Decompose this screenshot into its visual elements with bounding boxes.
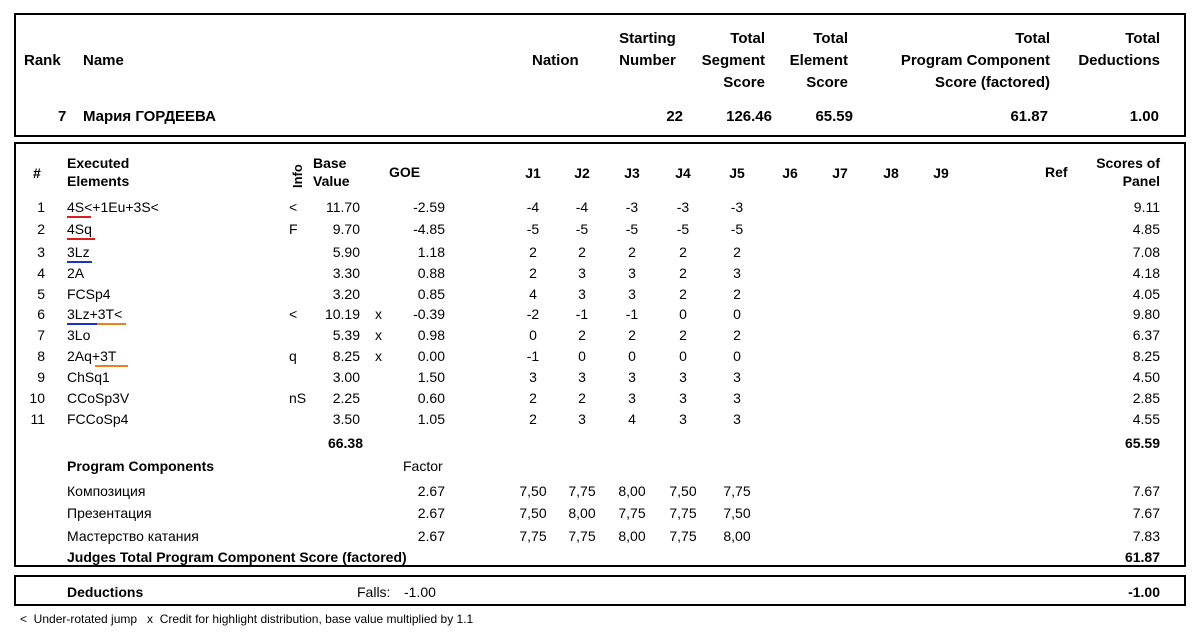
element-judge-score: 3 — [628, 265, 636, 281]
component-panel-score: 7.67 — [1132, 505, 1160, 521]
executed-elements-header: Executed — [67, 155, 130, 171]
total-element-score-header: Score — [806, 74, 848, 91]
deductions-label: Deductions — [67, 584, 144, 600]
element-judge-score: 2 — [529, 265, 537, 281]
element-judge-score: -5 — [730, 221, 744, 237]
element-number: 3 — [37, 244, 45, 260]
component-judge-score: 7,75 — [669, 528, 697, 544]
component-panel-score: 7.83 — [1132, 528, 1160, 544]
element-goe: -2.59 — [413, 199, 445, 215]
element-judge-score: -5 — [526, 221, 540, 237]
component-name: Мастерство катания — [67, 528, 199, 544]
component-judge-score: 7,75 — [519, 528, 547, 544]
element-info: < — [289, 199, 298, 215]
judge-header-5: J5 — [729, 165, 745, 181]
element-judge-score: 0 — [578, 348, 586, 364]
element-judge-score: 2 — [679, 286, 687, 302]
element-code: 2Aq+3T — [67, 348, 117, 364]
element-panel-score: 8.25 — [1132, 348, 1160, 364]
element-goe: -4.85 — [413, 221, 445, 237]
element-judge-score: 3 — [679, 411, 687, 427]
info-header: Info — [290, 164, 305, 188]
total-segment-score: 126.46 — [726, 108, 772, 125]
panel-score-header: Panel — [1122, 173, 1160, 189]
executed-elements-header: Elements — [67, 173, 130, 189]
element-base-value: 9.70 — [332, 221, 360, 237]
element-judge-score: 2 — [578, 390, 586, 406]
element-judge-score: -3 — [676, 199, 690, 215]
element-base-value: 3.50 — [332, 411, 360, 427]
element-judge-score: 2 — [733, 244, 741, 260]
element-number: 10 — [29, 390, 45, 406]
element-judge-score: 3 — [679, 390, 687, 406]
component-judge-score: 7,50 — [723, 505, 751, 521]
element-base-value: 2.25 — [332, 390, 360, 406]
element-judge-score: 2 — [529, 244, 537, 260]
falls-label: Falls: — [357, 584, 391, 600]
judge-header-9: J9 — [933, 165, 949, 181]
element-bonus-mark: x — [375, 348, 382, 364]
pcs-total-label: Judges Total Program Component Score (factored) — [67, 549, 407, 565]
element-judge-score: -1 — [526, 348, 540, 364]
starting-number: 22 — [666, 108, 683, 125]
falls-value: -1.00 — [404, 584, 436, 600]
element-judge-score: 0 — [733, 348, 741, 364]
component-judge-score: 8,00 — [723, 528, 751, 544]
element-info: < — [289, 306, 298, 322]
element-judge-score: 2 — [529, 411, 537, 427]
element-code: FCSp4 — [67, 286, 111, 302]
element-code: 2A — [67, 265, 85, 281]
component-name: Композиция — [67, 483, 146, 499]
element-judge-score: 4 — [628, 411, 636, 427]
component-judge-score: 8,00 — [618, 483, 646, 499]
element-base-value: 3.30 — [332, 265, 360, 281]
element-judge-score: 2 — [733, 327, 741, 343]
program-components-title: Program Components — [67, 458, 215, 474]
element-base-value: 3.20 — [332, 286, 360, 302]
total-pcs-header: Score (factored) — [934, 74, 1050, 91]
element-highlight-underline — [67, 323, 97, 325]
total-element-score-header: Element — [789, 52, 848, 69]
element-judge-score: 2 — [578, 327, 586, 343]
element-base-value: 3.00 — [332, 369, 360, 385]
component-judge-score: 8,00 — [568, 505, 596, 521]
element-judge-score: -4 — [526, 199, 540, 215]
total-element-score-header: Total — [813, 30, 848, 47]
element-panel-score: 4.55 — [1132, 411, 1160, 427]
element-code: ChSq1 — [67, 369, 110, 385]
element-code: 3Lo — [67, 327, 91, 343]
element-judge-score: -4 — [575, 199, 589, 215]
element-highlight-underline — [97, 323, 126, 325]
judge-header-7: J7 — [832, 165, 848, 181]
element-goe: 1.18 — [417, 244, 445, 260]
component-judge-score: 7,50 — [519, 483, 547, 499]
element-judge-score: 3 — [628, 369, 636, 385]
nation-header: Nation — [532, 52, 579, 69]
element-code: 4S<+1Eu+3S< — [67, 199, 159, 215]
panel-elements-total: 65.59 — [1124, 435, 1160, 451]
element-number: 7 — [37, 327, 45, 343]
component-judge-score: 7,75 — [669, 505, 697, 521]
element-judge-score: 2 — [733, 286, 741, 302]
element-base-value: 5.90 — [332, 244, 360, 260]
element-highlight-underline — [67, 261, 92, 263]
total-element-score: 65.59 — [815, 108, 853, 125]
element-highlight-underline — [67, 216, 91, 218]
judge-header-3: J3 — [624, 165, 640, 181]
total-segment-score-header: Segment — [701, 52, 765, 69]
element-goe: 0.60 — [417, 390, 445, 406]
element-number: 1 — [37, 199, 45, 215]
total-segment-score-header: Total — [730, 30, 765, 47]
element-code: 3Lz — [67, 244, 90, 260]
component-panel-score: 7.67 — [1132, 483, 1160, 499]
deductions-total: -1.00 — [1128, 584, 1160, 600]
ref-header: Ref — [1045, 164, 1068, 180]
element-number: 2 — [37, 221, 45, 237]
component-factor: 2.67 — [417, 528, 445, 544]
element-judge-score: 2 — [679, 327, 687, 343]
element-goe: -0.39 — [413, 306, 445, 322]
element-code: 4Sq — [67, 221, 92, 237]
element-number: 4 — [37, 265, 45, 281]
element-number: 6 — [37, 306, 45, 322]
starting-number-header: Number — [619, 52, 676, 69]
skater-rank: 7 — [58, 108, 67, 125]
total-deductions-header: Deductions — [1078, 52, 1160, 69]
component-judge-score: 7,75 — [568, 528, 596, 544]
judge-header-6: J6 — [782, 165, 798, 181]
element-judge-score: -5 — [676, 221, 690, 237]
element-goe: 0.98 — [417, 327, 445, 343]
total-segment-score-header: Score — [723, 74, 765, 91]
pcs-total: 61.87 — [1124, 549, 1160, 565]
element-judge-score: -5 — [575, 221, 589, 237]
element-judge-score: 3 — [578, 411, 586, 427]
element-judge-score: 3 — [628, 390, 636, 406]
element-info: q — [289, 348, 297, 364]
total-pcs: 61.87 — [1010, 108, 1048, 125]
element-judge-score: 3 — [733, 369, 741, 385]
element-judge-score: -1 — [575, 306, 589, 322]
element-code: 3Lz+3T< — [67, 306, 123, 322]
judge-header-8: J8 — [883, 165, 899, 181]
element-bonus-mark: x — [375, 327, 382, 343]
element-number: 8 — [37, 348, 45, 364]
element-judge-score: 2 — [628, 327, 636, 343]
element-panel-score: 4.85 — [1132, 221, 1160, 237]
component-factor: 2.67 — [417, 483, 445, 499]
element-number-header: # — [33, 165, 41, 181]
element-judge-score: 3 — [578, 286, 586, 302]
element-judge-score: 0 — [628, 348, 636, 364]
element-judge-score: 3 — [679, 369, 687, 385]
footnote: < Under-rotated jump x Credit for highlight distribution, base value multiplied by 1.1 — [20, 612, 474, 626]
element-judge-score: 2 — [578, 244, 586, 260]
element-judge-score: 4 — [529, 286, 537, 302]
element-judge-score: 2 — [679, 265, 687, 281]
element-judge-score: 0 — [679, 348, 687, 364]
element-info: F — [289, 221, 298, 237]
total-pcs-header: Program Component — [900, 52, 1050, 69]
element-judge-score: 3 — [733, 390, 741, 406]
element-judge-score: 0 — [679, 306, 687, 322]
element-panel-score: 9.11 — [1133, 199, 1160, 215]
element-panel-score: 9.80 — [1132, 306, 1160, 322]
element-base-value: 11.70 — [326, 199, 360, 215]
goe-header: GOE — [389, 164, 421, 180]
element-base-value: 8.25 — [332, 348, 360, 364]
element-goe: 0.88 — [417, 265, 445, 281]
base-value-total: 66.38 — [327, 435, 363, 451]
total-deductions-header: Total — [1125, 30, 1160, 47]
component-judge-score: 7,75 — [618, 505, 646, 521]
judge-header-1: J1 — [525, 165, 541, 181]
element-goe: 0.85 — [417, 286, 445, 302]
element-goe: 1.05 — [417, 411, 445, 427]
total-deductions: 1.00 — [1129, 108, 1159, 125]
element-judge-score: -1 — [625, 306, 639, 322]
deductions-box — [14, 575, 1186, 606]
element-number: 5 — [37, 286, 45, 302]
element-judge-score: -5 — [625, 221, 639, 237]
element-panel-score: 4.18 — [1132, 265, 1160, 281]
element-highlight-underline — [95, 365, 128, 367]
element-judge-score: 3 — [733, 265, 741, 281]
element-judge-score: 2 — [529, 390, 537, 406]
element-panel-score: 7.08 — [1132, 244, 1160, 260]
element-judge-score: 2 — [679, 244, 687, 260]
starting-number-header: Starting — [619, 30, 676, 47]
name-header: Name — [83, 52, 124, 69]
component-judge-score: 7,75 — [568, 483, 596, 499]
element-base-value: 5.39 — [332, 327, 360, 343]
element-bonus-mark: x — [375, 306, 382, 322]
element-panel-score: 4.05 — [1132, 286, 1160, 302]
element-judge-score: 3 — [529, 369, 537, 385]
element-judge-score: -2 — [526, 306, 540, 322]
factor-header: Factor — [403, 458, 443, 474]
component-judge-score: 7,75 — [723, 483, 751, 499]
skater-name: Мария ГОРДЕЕВА — [83, 108, 216, 125]
judge-header-2: J2 — [574, 165, 590, 181]
element-number: 11 — [30, 411, 45, 427]
element-goe: 0.00 — [417, 348, 445, 364]
rank-header: Rank — [24, 52, 61, 69]
base-value-header: Value — [313, 173, 350, 189]
panel-score-header: Scores of — [1096, 155, 1160, 171]
element-panel-score: 6.37 — [1132, 327, 1160, 343]
element-judge-score: 3 — [733, 411, 741, 427]
element-judge-score: -3 — [625, 199, 639, 215]
component-factor: 2.67 — [417, 505, 445, 521]
element-judge-score: 2 — [628, 244, 636, 260]
element-base-value: 10.19 — [324, 306, 360, 322]
component-judge-score: 7,50 — [519, 505, 547, 521]
element-judge-score: 0 — [733, 306, 741, 322]
element-judge-score: -3 — [730, 199, 744, 215]
element-panel-score: 2.85 — [1132, 390, 1160, 406]
component-judge-score: 7,50 — [669, 483, 697, 499]
element-code: FCCoSp4 — [67, 411, 129, 427]
element-panel-score: 4.50 — [1132, 369, 1160, 385]
component-name: Презентация — [67, 505, 152, 521]
element-judge-score: 3 — [578, 369, 586, 385]
element-info: nS — [289, 390, 307, 406]
element-highlight-underline — [67, 238, 95, 240]
element-code: CCoSp3V — [67, 390, 130, 406]
element-judge-score: 3 — [578, 265, 586, 281]
base-value-header: Base — [313, 155, 347, 171]
element-judge-score: 0 — [529, 327, 537, 343]
component-judge-score: 8,00 — [618, 528, 646, 544]
element-judge-score: 3 — [628, 286, 636, 302]
total-pcs-header: Total — [1015, 30, 1050, 47]
element-number: 9 — [37, 369, 45, 385]
judge-header-4: J4 — [675, 165, 691, 181]
element-goe: 1.50 — [417, 369, 445, 385]
